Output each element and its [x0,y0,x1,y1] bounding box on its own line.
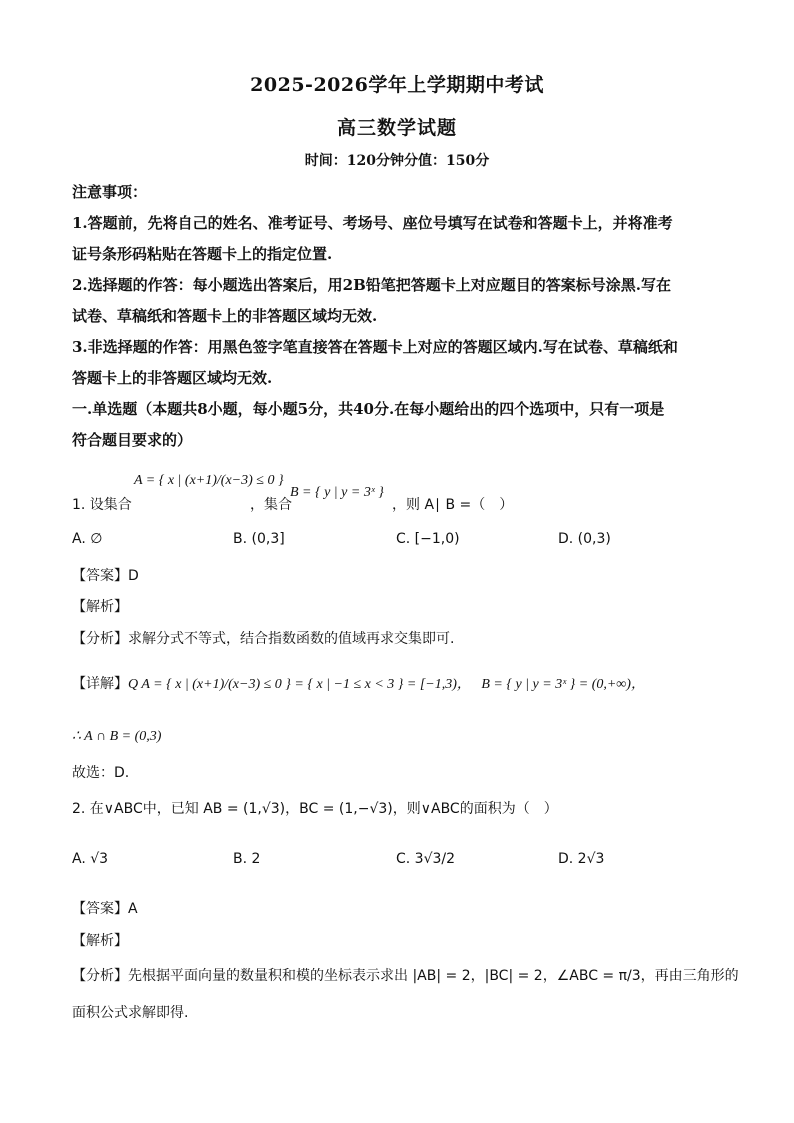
exam-meta: 时间：120分钟分值：150分 [304,153,490,169]
fenxi-text: 求解分式不等式，结合指数函数的值域再求交集即可. [128,631,455,647]
answer-value: A [128,901,138,917]
fenxi-label: 【分析】 [72,968,128,984]
q2-answer [72,899,138,919]
detail-b: B = { y | y = 3ˣ } = (0,+∞)， [481,677,645,692]
section-title-b: 符合题目要求的） [72,431,193,449]
q1-fenxi [72,629,732,649]
note-2b: 试卷、草稿纸和答题卡上的非答题区域均无效. [72,307,378,325]
q1-option-c: C. [−1,0) [396,531,460,547]
q1-option-d: D. (0,3) [558,531,611,547]
note-2a: 2.选择题的作答：每小题选出答案后，用2B铅笔把答题卡上对应题目的答案标号涂黑.写在 [72,276,672,294]
section-title-a: 一.单选题（本题共8小题，每小题5分，共40分.在每小题给出的四个选项中，只有一项是 [72,400,665,418]
q1-prefix: 1. 设集合 [72,497,132,513]
answer-label: 【答案】 [72,901,128,917]
q1-set-b: B = { y | y = 3ˣ } [290,485,384,500]
answer-label: 【答案】 [72,568,128,584]
q1-option-a: A. ∅ [72,531,103,547]
exam-subtitle: 高三数学试题 [336,117,457,139]
q1-stem [72,463,732,517]
notes-heading: 注意事项： [72,183,148,201]
note-3a: 3.非选择题的作答：用黑色签字笔直接答在答题卡上对应的答题区域内.写在试卷、草稿纸和 [72,338,678,356]
fenxi-label: 【分析】 [72,631,128,647]
q2-option-d: D. 2√3 [558,851,605,867]
fenxi-text: 先根据平面向量的数量积和模的坐标表示求出 |AB| = 2，|BC| = 2，∠ABC = π/3，再由三角形的 [128,968,739,984]
q2-option-b: B. 2 [233,851,261,867]
note-1b: 证号条形码粘贴在答题卡上的指定位置. [72,245,333,263]
q2-option-a: A. √3 [72,851,109,867]
q1-detail [72,674,732,695]
q1-analysis-label: 【解析】 [72,599,128,615]
q2-fenxi-b: 面积公式求解即得. [72,1005,189,1021]
q1-set-a: A = { x | (x+1)/(x−3) ≤ 0 } [134,473,284,488]
detail-label: 【详解】 [72,676,128,692]
q2-stem: 2. 在∨ABC中，已知 AB = (1,√3)，BC = (1,−√3)，则∨ABC的面积为（ ） [72,801,558,817]
q2-fenxi-a [72,966,739,986]
q1-option-b: B. (0,3] [233,531,285,547]
q1-choose: 故选：D. [72,765,130,781]
q2-analysis-label: 【解析】 [72,933,128,949]
note-3b: 答题卡上的非答题区域均无效. [72,369,273,387]
q2-option-c: C. 3√3/2 [396,851,456,867]
q1-mid: ，集合 [250,497,292,513]
q1-conclusion: ∴ A ∩ B = (0,3) [72,729,162,744]
note-1a: 1.答题前，先将自己的姓名、准考证号、考场号、座位号填写在试卷和答题卡上，并将准考 [72,214,673,232]
q1-suffix: ，则 A∣ B =（ ） [392,497,514,513]
answer-value: D [128,568,139,584]
q1-answer [72,566,139,586]
detail-a: Q A = { x | (x+1)/(x−3) ≤ 0 } = { x | −1 ≤ x < 3 } = [−1,3)， [128,677,471,692]
exam-title: 2025-2026学年上学期期中考试 [250,74,544,96]
